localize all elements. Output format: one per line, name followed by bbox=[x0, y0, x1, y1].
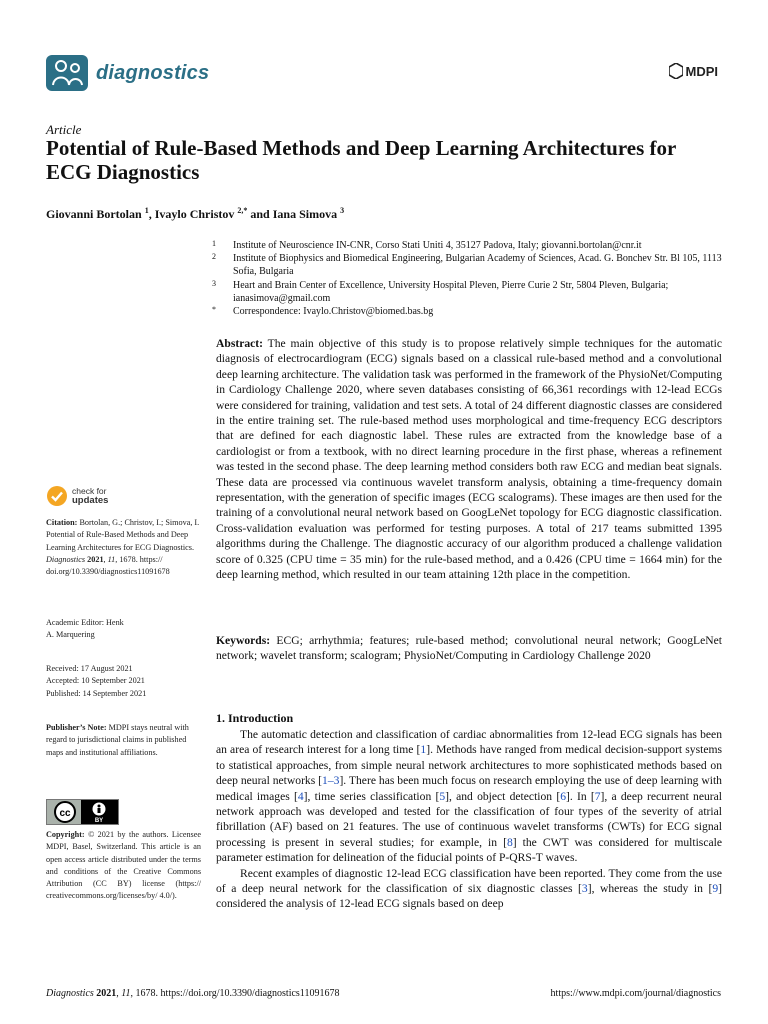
text-run: ], a deep recurrent neural network approach was developed and tested for the classification of four types of the severity of atrial fibrillation (AF) based on 21 features. The use of continuous wavelet transforms (CWTs) for ECG signal processing is present in several studies; for example, in [ bbox=[216, 789, 723, 849]
author-affiliation-mark: 3 bbox=[340, 206, 345, 215]
affiliation-mark: 2 bbox=[212, 252, 216, 262]
citation-link[interactable]: 1–3 bbox=[322, 774, 340, 788]
affiliation-text: Correspondence: Ivaylo.Christov@biomed.bas.bg bbox=[233, 306, 434, 318]
author-name[interactable]: Iana Simova bbox=[272, 207, 338, 221]
citation-journal: Diagnostics bbox=[46, 554, 86, 564]
footer-year: 2021 bbox=[96, 988, 117, 999]
author-affiliation-mark: 2,* bbox=[237, 206, 248, 215]
svg-text:cc: cc bbox=[59, 808, 71, 819]
footer-doi[interactable]: , 1678. https://doi.org/10.3390/diagnostics11091678 bbox=[130, 988, 340, 999]
article-title: Potential of Rule-Based Methods and Deep Learning Architectures for ECG Diagnostics bbox=[46, 136, 676, 184]
affiliation-mark: 3 bbox=[212, 278, 216, 288]
keywords-label: Keywords: bbox=[216, 634, 271, 647]
author-list bbox=[46, 206, 344, 222]
citation-link[interactable]: 4 bbox=[297, 789, 304, 803]
editor-name: A. Marquering bbox=[46, 630, 95, 640]
publisher-note-text: MDPI stays neutral with regard to jurisdictional claims in published maps and institutional affiliations. bbox=[46, 723, 189, 757]
footer-journal: Diagnostics bbox=[46, 988, 94, 999]
copyright-text: © 2021 by the authors. Licensee MDPI, Basel, Switzerland. This article is an open access article distributed under the terms and conditions of the Creative Commons Attribution (CC BY) license (https:// creativecommons.org/licenses/by/ 4.0/). bbox=[46, 830, 202, 901]
footer-journal-url[interactable]: https://www.mdpi.com/journal/diagnostics bbox=[550, 988, 721, 999]
accepted-date: Accepted: 10 September 2021 bbox=[46, 676, 145, 686]
text-run: ] the CWT was considered for multiscale parameter estimation for delineation of the fiducial points of P-QRS-T waves. bbox=[216, 835, 722, 865]
citation-link[interactable]: 6 bbox=[560, 789, 566, 803]
citation-link[interactable]: 9 bbox=[712, 882, 719, 896]
affiliation-item bbox=[212, 279, 732, 305]
section-heading: 1. Introduction bbox=[216, 711, 294, 725]
check-for-updates-button[interactable] bbox=[46, 485, 108, 507]
journal-emblem-icon bbox=[46, 55, 88, 91]
text-run: Recent examples of diagnostic 12-lead ECG classification have been reported. They come from the use of a deep neural network for the classification of six diagnostic classes [ bbox=[216, 866, 722, 896]
author-affiliation-mark: 1 bbox=[144, 206, 149, 215]
citation-link[interactable]: 1 bbox=[420, 743, 427, 757]
affiliation-text: Institute of Neuroscience IN-CNR, Corso Stati Uniti 4, 35127 Padova, Italy; giovanni.bortolan@cnr.it bbox=[233, 240, 642, 251]
keywords bbox=[216, 633, 722, 664]
updates-line-2: updates bbox=[72, 495, 109, 506]
check-updates-icon bbox=[46, 485, 68, 507]
text-run: ], time series classification [ bbox=[303, 789, 440, 803]
copyright-label: Copyright: bbox=[46, 830, 85, 839]
citation-link[interactable]: 8 bbox=[506, 835, 513, 849]
journal-logo[interactable] bbox=[46, 55, 209, 91]
affiliation-mark: 1 bbox=[212, 239, 216, 248]
affiliation-text: Institute of Biophysics and Biomedical Engineering, Bulgarian Academy of Sciences, Acad. G. Bonchev Str. Bl 105, 1113 Sofia, Bulgaria bbox=[233, 253, 722, 278]
citation: Citation: Bortolan, G.; Christov, I.; Simova, I. Potential of Rule-Based Methods and Deep Learning Architectures for ECG Diagnostics. Diagnostics 2021, 11, 1678. https:// doi.org/10.3390/diagnostics11091678 bbox=[46, 518, 200, 577]
citation-year: 2021 bbox=[87, 554, 104, 564]
author-separator: , bbox=[148, 207, 155, 221]
text-run: ], and object detection [ bbox=[445, 789, 561, 803]
updates-line-1: check for bbox=[72, 486, 107, 496]
article-type: Article bbox=[46, 122, 82, 137]
affiliation-mark: * bbox=[212, 305, 216, 315]
publisher-note bbox=[46, 722, 201, 759]
paragraph bbox=[216, 727, 722, 866]
affiliation-text: Heart and Brain Center of Excellence, University Hospital Pleven, Pierre Curie 2 Str, 5804 Pleven, Bulgaria; ianasimova@gmail.com bbox=[233, 279, 669, 304]
text-run: ] considered the analysis of 12-lead ECG signals based on deep bbox=[216, 882, 722, 911]
affiliations bbox=[212, 239, 732, 318]
mdpi-hexagon-icon bbox=[669, 63, 683, 79]
cc-badge-text: BY bbox=[94, 818, 104, 824]
received-date: Received: 17 August 2021 bbox=[46, 664, 133, 673]
publisher-logo[interactable] bbox=[669, 63, 719, 79]
footer-citation: Diagnostics 2021, 11, 1678. https://doi.org/10.3390/diagnostics11091678 bbox=[46, 988, 340, 999]
citation-doi[interactable]: , 1678. https:// doi.org/10.3390/diagnostics11091678 bbox=[46, 554, 170, 577]
text-run: ]. In [ bbox=[566, 789, 595, 803]
citation-label: Citation: bbox=[46, 518, 78, 527]
affiliation-item bbox=[212, 305, 732, 318]
academic-editor bbox=[46, 617, 201, 642]
cc-by-icon bbox=[47, 800, 118, 824]
text-run: The automatic detection and classification of cardiac abnormalities from 12-lead ECG signals has been an area of research interest for a long time [ bbox=[216, 728, 722, 757]
published-date: Published: 14 September 2021 bbox=[46, 688, 147, 698]
citation-link[interactable]: 5 bbox=[439, 789, 446, 803]
copyright bbox=[46, 829, 201, 903]
affiliation-item bbox=[212, 239, 732, 252]
abstract-label: Abstract: bbox=[216, 337, 264, 350]
author-name[interactable]: Giovanni Bortolan bbox=[46, 207, 142, 221]
author-separator: and bbox=[247, 207, 273, 221]
footer-volume: 11 bbox=[121, 988, 131, 999]
cc-license-badge[interactable] bbox=[46, 799, 119, 825]
author-name[interactable]: Ivaylo Christov bbox=[154, 207, 235, 221]
abstract-text: The main objective of this study is to propose relatively simple techniques for the automatic diagnosis of electrocardiogram (ECG) signals based on a classical rule-based method and a convolutional deep learning architecture. The validation task was performed in the framework of the PhysioNet/Computing in Cardiology Challenge 2020, where seven databases consisting of 66,361 recordings with 12-lead ECGs were considered for training, validation and test sets. A total of 24 different diagnostic classes are considered in the entire training set. The rule-based method uses morphological and time-frequency ECG descriptors that are defined for each diagnostic label. These rules are extracted from the knowledge base of a cardiologist or from a textbook, with no direct learning procedure in the first phase, whereas a refinement was tested in the second phase. The deep learning method considers both raw ECG and median beat signals. These data are processed via continuous wavelet transform analysis, obtaining a time-frequency domain representation, with the generation of specific images (ECG scalograms). These images are then used for the training of a convolutional neural network based on GoogLeNet topology for ECG diagnostic classification. Cross-validation evaluation was performed for testing purposes. A total of 217 teams submitted 1395 algorithms during the Challenge. The diagnostic accuracy of our algorithm produced a challenge validation score of 0.325 (CPU time = 35 min) for the rule-based method, and a 0.426 (CPU time = 1664 min) for the deep learning method, which resulted in our team attaining 12th place in the competition. bbox=[216, 337, 722, 582]
introduction-body bbox=[216, 727, 722, 912]
citation-text: Bortolan, G.; Christov, I.; Simova, I. Potential of Rule-Based Methods and Deep Learning Architectures for ECG Diagnostics. bbox=[46, 518, 200, 552]
editor-label: Academic Editor: Henk bbox=[46, 618, 124, 627]
text-run: ]. Methods have ranged from medical decision-support systems to statistical approaches, from simple neural network architectures to more sophisticated methods based on deep neural networks [ bbox=[216, 743, 722, 788]
text-run: ]. There has been much focus on research employing the use of deep learning with medical images [ bbox=[216, 774, 722, 803]
citation-link[interactable]: 3 bbox=[581, 882, 588, 896]
keywords-text: ECG; arrhythmia; features; rule-based method; convolutional neural network; GoogLeNet network; wavelet transform; scalogram; PhysioNet/Computing in Cardiology Challenge 2020 bbox=[216, 634, 722, 663]
article-dates bbox=[46, 663, 201, 700]
publisher-note-label: Publisher’s Note: bbox=[46, 723, 107, 732]
paragraph bbox=[216, 866, 722, 912]
abstract bbox=[216, 336, 722, 583]
citation-link[interactable]: 7 bbox=[594, 789, 601, 803]
affiliation-item bbox=[212, 252, 732, 278]
publisher-name: MDPI bbox=[685, 63, 718, 79]
text-run: ], whereas the study in [ bbox=[587, 882, 713, 896]
journal-name: diagnostics bbox=[96, 61, 210, 84]
citation-volume: 11 bbox=[107, 554, 116, 564]
